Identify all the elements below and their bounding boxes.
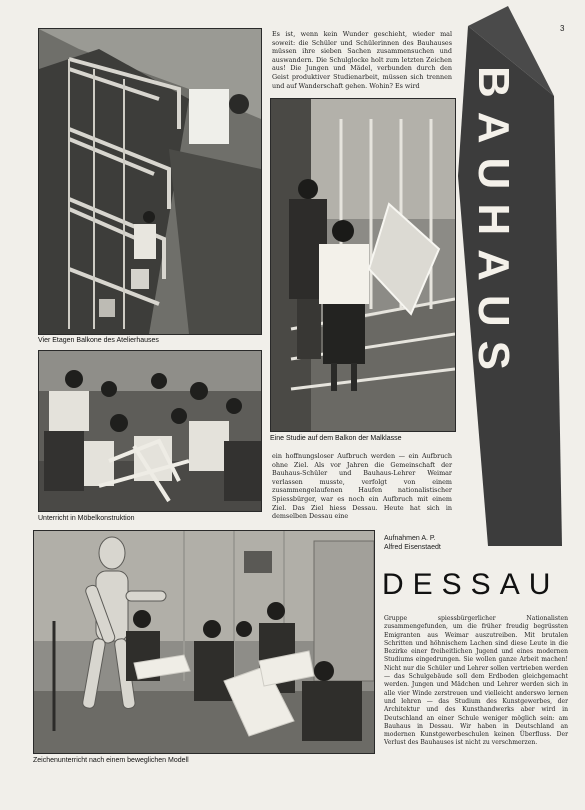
credit-line-1: Aufnahmen A. P. <box>384 535 436 542</box>
credit-line-2: Alfred Eisenstaedt <box>384 544 441 551</box>
photo-drawing-class <box>33 530 375 754</box>
photo-credit <box>384 534 441 552</box>
caption-drawing: Zeichenunterricht nach einem beweglichen Modell <box>33 757 189 764</box>
photo-atelier-balconies <box>38 28 262 335</box>
painting-balcony-illustration <box>271 99 455 431</box>
balconies-illustration <box>39 29 261 334</box>
intro-paragraph: Es ist, wenn kein Wunder geschieht, wieder mal soweit: die Schüler und Schülerinnen des Bauhauses müssen ihre sieben Sachen zusammensuchen und auswandern. Die Schulglocke holt zum letzten Zeichen aus! Die Jungen und Mädel, verbunden durch den Geist produktiver Studienarbeit, müssen sich trennen und auf Wanderschaft gehen. Wohin? Es wird <box>272 30 452 90</box>
photo-furniture-class <box>38 350 262 512</box>
caption-furniture: Unterricht in Möbelkonstruktion <box>38 515 135 522</box>
headline-dessau: DESSAU <box>382 568 560 601</box>
caption-painting-class: Eine Studie auf dem Balkon der Malklasse <box>270 435 402 442</box>
main-paragraph: Gruppe spiessbürgerlicher Nationalisten zusammengefunden, um die früher freudig begrüssten Emigranten aus Weimar auszutreiben. Mit brutalen Schritten und höhnischem Lachen sind diese Leute in die Bezirke einer freiheitlichen Jugend und eines modernen Studiums eingedrungen. Sie wollen ganze Arbeit machen! Nicht nur die Schüler und Lehrer sollen vertrieben werden — das Schulgebäude soll dem Erdboden gleichgemacht werden. Jungen und Mädchen und Lehrer werden sich in alle vier Winde zerstreuen und vielleicht anderswo lernen und lehren — das Studium des Kunstgewerbes, der Architektur und des Kunsthandwerks aber wird in Deutschland an einer Schule weniger möglich sein: am Bauhaus in Dessau. Wir haben in Deutschland an modernen Kunstgewerbeschulen keinen Überfluss. Der Verlust des Bauhauses ist nicht zu verschmerzen. <box>384 615 568 747</box>
furniture-illustration <box>39 351 261 511</box>
middle-paragraph: ein hoffnungsloser Aufbruch werden — ein Aufbruch ohne Ziel. Als vor Jahren die Gemeinschaft der Bauhaus-Schüler und Bauhaus-Lehrer Weimar verlassen musste, verfolgt von einem zusammengelaufenen Haufen nationalistischer Spiessbürger, war es noch ein Aufbruch mit einem Ziel. Das Ziel hiess Dessau. Heute hat sich in demselben Dessau eine <box>272 452 452 521</box>
caption-balconies: Vier Etagen Balkone des Atelierhauses <box>38 337 159 344</box>
bauhaus-wordmark: BAUHAUS <box>469 66 518 384</box>
bauhaus-arrow <box>458 6 566 551</box>
drawing-class-illustration <box>34 531 374 753</box>
page-number: 3 <box>560 24 565 33</box>
photo-painting-class-balcony <box>270 98 456 432</box>
